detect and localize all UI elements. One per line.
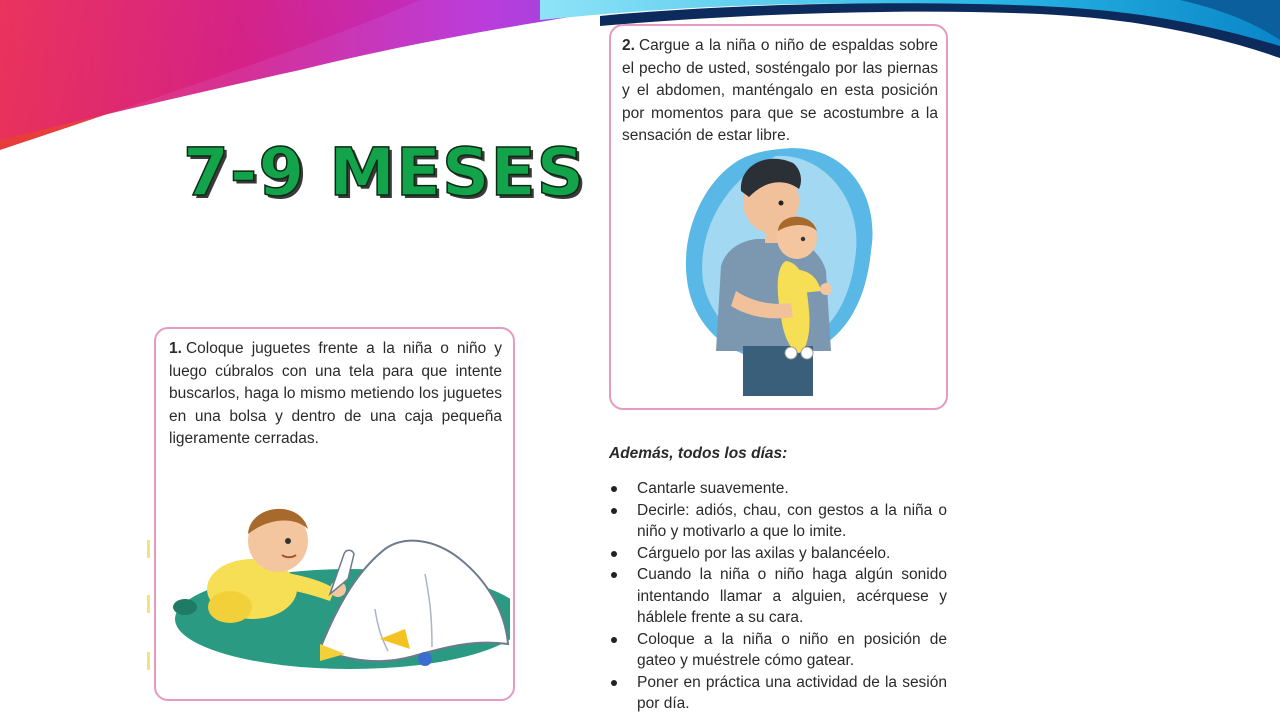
bullet-icon [611,572,617,578]
bullet-icon [611,486,617,492]
extras-heading: Además, todos los días: [609,445,788,462]
decorative-side-mark [147,540,153,680]
step-description: Cargue a la niña o niño de espaldas sobre el pecho de usted, sosténgalo por las piernas y el abdomen, manténgalo en esta posición por momentos para que se acostumbre a la sensación de estar libre. [622,37,938,144]
list-item [609,672,947,715]
bullet-icon [611,680,617,686]
activity-card-2-text [622,35,938,148]
father-holding-baby-illustration [681,141,881,396]
list-item [609,564,947,629]
bullet-icon [611,637,617,643]
page-title: 7-9 MESES [183,134,586,211]
list-item [609,629,947,672]
activity-card-2 [609,24,948,410]
activity-card-1-text [169,338,502,451]
list-item-text: Coloque a la niña o niño en posición de gateo y muéstrele cómo gatear. [637,630,947,669]
step-number: 2. [622,37,635,54]
list-item-text: Poner en práctica una actividad de la sesión por día. [637,673,947,712]
step-number: 1. [169,340,182,357]
list-item-text: Cantarle suavemente. [637,480,789,497]
list-item [609,543,947,565]
list-item-text: Cárguelo por las axilas y balancéelo. [637,544,891,562]
activity-card-1 [154,327,515,701]
baby-crawling-illustration [170,479,510,689]
list-item-text: Cuando la niña o niño haga algún sonido intentando llamar a alguien, acérquese y háblele frente a su cara. [637,566,947,626]
step-description: Coloque juguetes frente a la niña o niño y luego cúbralos con una tela para que intente buscarlos, haga lo mismo metiendo los juguetes en una bolsa y dentro de una caja pequeña ligeramente cerradas. [169,340,502,447]
list-item [609,500,947,543]
list-item-text: Decirle: adiós, chau, con gestos a la niña o niño y motivarlo a que lo imite. [637,501,947,540]
list-item [609,478,947,500]
bullet-icon [611,551,617,557]
extras-list [609,478,947,715]
bullet-icon [611,508,617,514]
